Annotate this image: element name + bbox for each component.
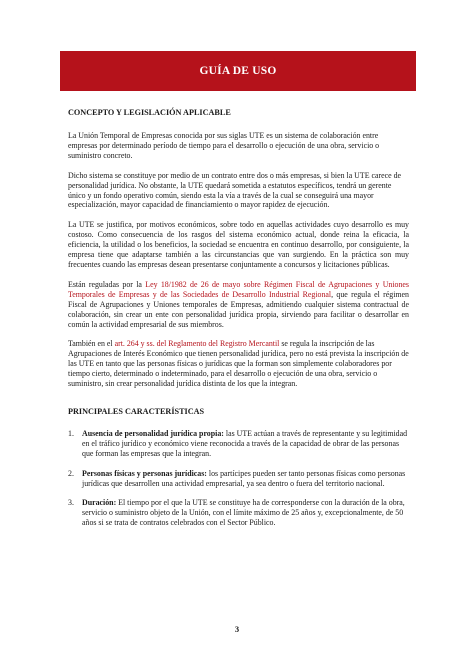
list-item-text: El tiempo por el que la UTE se constituye ha de corresponderse con la duración de la obra, servicio o suministro objeto de la Unión, con el límite máximo de 25 años y, excepcionalmente, de 50 años si se trata de contratos celebrados con el Sector Público. xyxy=(82,498,405,528)
list-item-number: 2. xyxy=(68,468,74,478)
list-item-body xyxy=(82,429,409,459)
paragraph-4 xyxy=(68,280,409,330)
paragraph-5 xyxy=(68,339,409,389)
list-item-body xyxy=(82,498,409,528)
paragraph-5-text: se regula la inscripción de las Agrupaciones de Interés Económico que tienen personalidad jurídica, pero no está prevista la inscripción de las UTE en tanto que las personas físicas o jurídicas que la forman son simplemente colaboradores por tiempo cierto, determinado o indeterminado, para el desarrollo o ejecución de una obra, servicio o suministro, sin crear personalidad jurídica distinta de los que la integran. xyxy=(68,339,409,389)
list-item-number: 3. xyxy=(68,498,74,508)
paragraph-4-text: , que regula el régimen Fiscal de Agrupaciones y Uniones temporales de Empresas, admitiendo cualquier sistema contractual de colaboración, sin crear un ente con personalidad jurídica propia, sirviendo para facilitar o desarrollar en común la actividad empresarial de sus miembros. xyxy=(68,289,409,329)
list-item xyxy=(68,429,409,459)
paragraph-5-intro: También en el xyxy=(68,339,115,349)
list-item-title: Personas físicas y personas jurídicas: xyxy=(82,468,207,478)
page-number: 3 xyxy=(234,624,240,634)
list-item-text: los partícipes pueden ser tanto personas físicas como personas jurídicas que desarrollen una actividad empresarial, ya sea dentro o fuera del territorio nacional. xyxy=(82,468,406,488)
list-item-number: 1. xyxy=(68,428,74,438)
regulation-reference-link[interactable]: art. 264 y ss. del Reglamento del Registro Mercantil xyxy=(114,339,280,349)
header-banner xyxy=(60,51,416,91)
list-item xyxy=(68,469,409,489)
list-item-text: las UTE actúan a través de representante y su legitimidad en el tráfico jurídico y económico viene reconocida a través de la capacidad de obrar de las personas que forman las empresas que la integran. xyxy=(82,428,408,458)
paragraph-2: Dicho sistema se constituye por medio de un contrato entre dos o más empresas, si bien la UTE carece de personalidad jurídica. No obstante, la UTE quedará sometida a estatutos específicos, tendrá un gerente único y un fondo operativo común, siendo esta la vía a través de la cual se conseguirá una mayor especialización, mayor capacidad de financiamiento o mayor rapidez de ejecución. xyxy=(68,170,402,210)
document-body xyxy=(68,108,409,538)
list-item-title: Duración: xyxy=(82,498,117,508)
characteristics-list xyxy=(68,429,409,528)
list-item xyxy=(68,498,409,528)
list-item-title: Ausencia de personalidad jurídica propia: xyxy=(82,428,224,438)
list-item-body xyxy=(82,469,409,489)
paragraph-4-intro: Están reguladas por la xyxy=(68,279,146,289)
law-reference-link[interactable]: Ley 18/1982 de 26 de mayo sobre Régimen Fiscal de Agrupaciones y Uniones Temporales de Empresas y de las Sociedades de Desarrollo Industrial Regional xyxy=(68,279,409,299)
section-heading-caracteristicas: PRINCIPALES CARACTERÍSTICAS xyxy=(68,406,205,416)
paragraph-1: La Unión Temporal de Empresas conocida por sus siglas UTE es un sistema de colaboración entre empresas por determinado período de tiempo para el desarrollo o ejecución de una obra, servicio o suministro concreto. xyxy=(68,131,380,160)
paragraph-3: La UTE se justifica, por motivos económicos, sobre todo en aquellas actividades cuyo desarrollo es muy costoso. Como consecuencia de los rasgos del sistema económico actual, donde reina la eficacia, la eficiencia, la utilidad o los beneficios, la sociedad se encuentra en continuo desarrollo, por consiguiente, la empresa tiene que adaptarse también a las circunstancias que van surgiendo. En la práctica son muy frecuentes cuando las empresas desean presentarse conjuntamente a concursos y licitaciones públicas. xyxy=(68,220,409,269)
page-title: GUÍA DE USO xyxy=(199,65,277,77)
section-heading-concepto: CONCEPTO Y LEGISLACIÓN APLICABLE xyxy=(68,108,231,117)
